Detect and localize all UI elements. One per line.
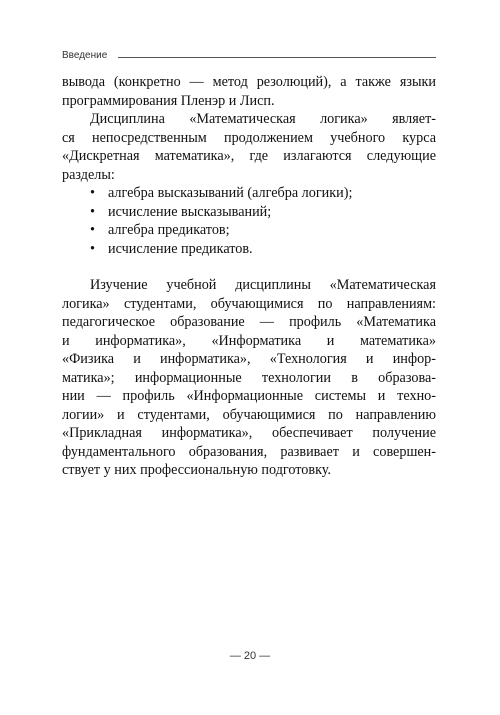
text-line: матика»; информационные технологии в образова- (62, 369, 436, 386)
text-line: ся непосредственным продолжением учебного курса (62, 129, 436, 146)
text-line: ствует у них профессиональную подготовку. (62, 462, 332, 478)
text-line: Дисциплина «Математическая логика» являет- (90, 111, 436, 127)
text-line: «Дискретная математика», где излагаются следующие (62, 148, 436, 164)
text-line: «Прикладная информатика», обеспечивает получение (62, 425, 436, 441)
list-item-label: исчисление высказываний; (108, 203, 272, 220)
text-line: разделы: (62, 166, 115, 183)
page-number: — 20 — (229, 650, 271, 662)
header-rule (118, 57, 436, 58)
list-item-label: алгебра предикатов; (108, 222, 230, 238)
section-title: Введение (62, 50, 108, 61)
text-line: нии — профиль «Информационные системы и техно- (62, 388, 436, 404)
text-line: педагогическое образование — профиль «Математика (62, 314, 436, 330)
text-line: логика» студентами, обучающимися по направлениям: (62, 295, 436, 312)
list-item (62, 240, 436, 259)
list-item-label: исчисление предикатов. (108, 240, 253, 257)
text-line: программирования Пленэр и Лисп. (62, 92, 275, 109)
text-line: фундаментального образования, развивает и совершен- (62, 443, 436, 460)
text-line: вывода (конкретно — метод резолюций), а также языки (62, 74, 436, 90)
body-text (62, 73, 436, 480)
list-item-label: алгебра высказываний (алгебра логики); (108, 185, 353, 201)
text-line: и информатика», «Информатика и математика» (62, 332, 436, 349)
bullet-icon: • (90, 222, 95, 238)
running-header (62, 50, 436, 64)
bullet-icon: • (90, 240, 95, 257)
bullet-icon: • (90, 203, 95, 220)
text-line: Изучение учебной дисциплины «Математическая (90, 277, 436, 293)
list-item (62, 184, 436, 203)
text-line: логии» и студентами, обучающимися по направлению (62, 406, 436, 423)
text-line: «Физика и информатика», «Технология и инфор- (62, 351, 436, 367)
list-item (62, 221, 436, 240)
bullet-icon: • (90, 185, 95, 201)
list-item (62, 203, 436, 222)
paragraph-gap (62, 258, 436, 276)
